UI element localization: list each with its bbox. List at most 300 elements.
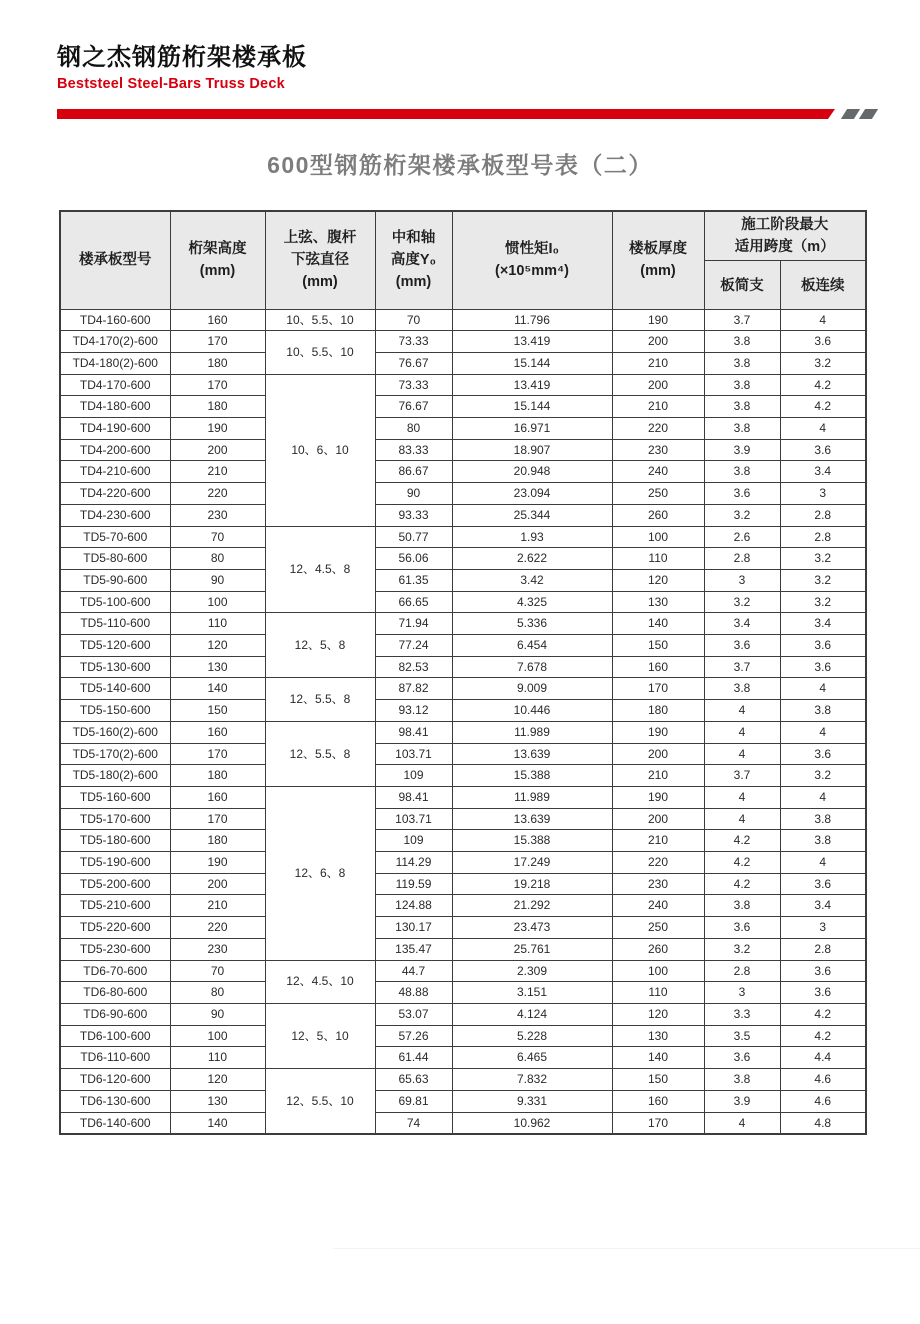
table-row — [60, 548, 866, 570]
cell-span-continuous: 3.6 — [780, 960, 866, 982]
cell-neutral-axis-height: 93.33 — [375, 504, 452, 526]
cell-inertia: 6.465 — [452, 1047, 612, 1069]
cell-slab-thickness: 200 — [612, 374, 704, 396]
cell-neutral-axis-height: 71.94 — [375, 613, 452, 635]
cell-model: TD5-200-600 — [60, 873, 170, 895]
cell-neutral-axis-height: 65.63 — [375, 1069, 452, 1091]
cell-inertia: 1.93 — [452, 526, 612, 548]
cell-slab-thickness: 130 — [612, 1025, 704, 1047]
table-row — [60, 786, 866, 808]
cell-span-continuous: 4 — [780, 678, 866, 700]
cell-span-continuous: 4 — [780, 309, 866, 331]
cell-diameter: 10、5.5、10 — [265, 331, 375, 374]
cell-neutral-axis-height: 103.71 — [375, 743, 452, 765]
cell-inertia: 13.639 — [452, 808, 612, 830]
cell-span-continuous: 3.2 — [780, 548, 866, 570]
cell-truss-height: 190 — [170, 418, 265, 440]
cell-span-simple: 3.7 — [704, 309, 780, 331]
cell-inertia: 7.678 — [452, 656, 612, 678]
cell-diameter: 12、5.5、10 — [265, 1069, 375, 1135]
cell-span-continuous: 3.8 — [780, 808, 866, 830]
cell-span-continuous: 3.6 — [780, 656, 866, 678]
cell-inertia: 4.124 — [452, 1004, 612, 1026]
cell-truss-height: 90 — [170, 1004, 265, 1026]
cell-span-simple: 3.8 — [704, 374, 780, 396]
cell-inertia: 5.336 — [452, 613, 612, 635]
cell-span-simple: 3.5 — [704, 1025, 780, 1047]
cell-neutral-axis-height: 57.26 — [375, 1025, 452, 1047]
cell-model: TD5-160(2)-600 — [60, 721, 170, 743]
table-row — [60, 483, 866, 505]
cell-span-continuous: 2.8 — [780, 938, 866, 960]
cell-span-simple: 3.8 — [704, 331, 780, 353]
cell-model: TD4-180(2)-600 — [60, 352, 170, 374]
col-header-truss-height: 桁架高度 (mm) — [170, 211, 265, 309]
cell-span-simple: 3.9 — [704, 1090, 780, 1112]
cell-span-continuous: 4.6 — [780, 1090, 866, 1112]
cell-span-simple: 4.2 — [704, 873, 780, 895]
cell-model: TD6-110-600 — [60, 1047, 170, 1069]
col-header-span-continuous: 板连续 — [780, 260, 866, 309]
cell-span-continuous: 3.6 — [780, 331, 866, 353]
cell-span-continuous: 2.8 — [780, 504, 866, 526]
cell-inertia: 10.446 — [452, 700, 612, 722]
table-row — [60, 613, 866, 635]
cell-span-simple: 2.8 — [704, 960, 780, 982]
table-row — [60, 960, 866, 982]
cell-truss-height: 160 — [170, 309, 265, 331]
spec-table-body — [60, 309, 866, 1134]
cell-model: TD5-110-600 — [60, 613, 170, 635]
cell-truss-height: 180 — [170, 396, 265, 418]
spec-table — [59, 210, 867, 1135]
cell-slab-thickness: 230 — [612, 873, 704, 895]
cell-slab-thickness: 160 — [612, 656, 704, 678]
cell-span-continuous: 4.6 — [780, 1069, 866, 1091]
cell-inertia: 15.388 — [452, 830, 612, 852]
cell-span-continuous: 4 — [780, 852, 866, 874]
brand-header — [57, 44, 307, 92]
cell-inertia: 3.151 — [452, 982, 612, 1004]
cell-span-continuous: 3 — [780, 483, 866, 505]
scan-artifact-line — [333, 1248, 920, 1249]
cell-neutral-axis-height: 98.41 — [375, 721, 452, 743]
table-row — [60, 1047, 866, 1069]
cell-neutral-axis-height: 53.07 — [375, 1004, 452, 1026]
cell-slab-thickness: 190 — [612, 786, 704, 808]
cell-slab-thickness: 200 — [612, 743, 704, 765]
cell-diameter: 10、6、10 — [265, 374, 375, 526]
cell-truss-height: 70 — [170, 526, 265, 548]
cell-span-continuous: 3.2 — [780, 352, 866, 374]
cell-slab-thickness: 210 — [612, 396, 704, 418]
table-row — [60, 1090, 866, 1112]
cell-model: TD4-170(2)-600 — [60, 331, 170, 353]
cell-inertia: 11.989 — [452, 786, 612, 808]
cell-neutral-axis-height: 50.77 — [375, 526, 452, 548]
slash-decoration-icon — [841, 109, 860, 119]
cell-slab-thickness: 120 — [612, 1004, 704, 1026]
cell-model: TD6-130-600 — [60, 1090, 170, 1112]
cell-model: TD6-100-600 — [60, 1025, 170, 1047]
cell-truss-height: 220 — [170, 917, 265, 939]
cell-truss-height: 170 — [170, 808, 265, 830]
cell-span-simple: 3.8 — [704, 352, 780, 374]
cell-span-simple: 3.7 — [704, 765, 780, 787]
cell-slab-thickness: 160 — [612, 1090, 704, 1112]
table-row — [60, 461, 866, 483]
cell-span-simple: 3.2 — [704, 938, 780, 960]
cell-neutral-axis-height: 80 — [375, 418, 452, 440]
table-row — [60, 982, 866, 1004]
cell-span-simple: 4 — [704, 743, 780, 765]
cell-slab-thickness: 170 — [612, 1112, 704, 1134]
cell-span-simple: 3 — [704, 569, 780, 591]
table-row — [60, 917, 866, 939]
cell-neutral-axis-height: 48.88 — [375, 982, 452, 1004]
cell-span-continuous: 4 — [780, 418, 866, 440]
cell-truss-height: 100 — [170, 591, 265, 613]
table-row — [60, 1004, 866, 1026]
cell-span-continuous: 4 — [780, 721, 866, 743]
cell-truss-height: 100 — [170, 1025, 265, 1047]
cell-truss-height: 110 — [170, 613, 265, 635]
cell-neutral-axis-height: 109 — [375, 830, 452, 852]
cell-truss-height: 230 — [170, 938, 265, 960]
table-row — [60, 352, 866, 374]
cell-span-continuous: 4 — [780, 786, 866, 808]
cell-span-simple: 3.2 — [704, 591, 780, 613]
table-row — [60, 591, 866, 613]
cell-inertia: 7.832 — [452, 1069, 612, 1091]
cell-truss-height: 210 — [170, 895, 265, 917]
cell-slab-thickness: 120 — [612, 569, 704, 591]
cell-inertia: 20.948 — [452, 461, 612, 483]
table-row — [60, 504, 866, 526]
cell-diameter: 12、5.5、8 — [265, 678, 375, 721]
cell-inertia: 19.218 — [452, 873, 612, 895]
cell-truss-height: 130 — [170, 656, 265, 678]
cell-neutral-axis-height: 135.47 — [375, 938, 452, 960]
cell-neutral-axis-height: 76.67 — [375, 352, 452, 374]
cell-span-simple: 3.8 — [704, 418, 780, 440]
cell-model: TD4-200-600 — [60, 439, 170, 461]
cell-model: TD5-170-600 — [60, 808, 170, 830]
cell-span-continuous: 4.2 — [780, 1025, 866, 1047]
cell-span-simple: 2.8 — [704, 548, 780, 570]
cell-span-simple: 3.3 — [704, 1004, 780, 1026]
cell-span-simple: 3 — [704, 982, 780, 1004]
cell-span-simple: 3.2 — [704, 504, 780, 526]
cell-truss-height: 70 — [170, 960, 265, 982]
cell-model: TD4-170-600 — [60, 374, 170, 396]
cell-neutral-axis-height: 114.29 — [375, 852, 452, 874]
cell-diameter: 12、5、10 — [265, 1004, 375, 1069]
cell-model: TD4-220-600 — [60, 483, 170, 505]
cell-neutral-axis-height: 83.33 — [375, 439, 452, 461]
cell-inertia: 15.144 — [452, 352, 612, 374]
cell-span-continuous: 3.4 — [780, 613, 866, 635]
cell-inertia: 13.639 — [452, 743, 612, 765]
cell-span-simple: 4 — [704, 1112, 780, 1134]
cell-neutral-axis-height: 61.44 — [375, 1047, 452, 1069]
cell-span-simple: 3.8 — [704, 461, 780, 483]
col-header-inertia: 惯性矩I₀ (×10⁵mm⁴) — [452, 211, 612, 309]
cell-model: TD6-140-600 — [60, 1112, 170, 1134]
table-row — [60, 309, 866, 331]
cell-slab-thickness: 110 — [612, 982, 704, 1004]
cell-slab-thickness: 260 — [612, 938, 704, 960]
cell-neutral-axis-height: 70 — [375, 309, 452, 331]
cell-truss-height: 190 — [170, 852, 265, 874]
col-header-model: 楼承板型号 — [60, 211, 170, 309]
cell-diameter: 12、6、8 — [265, 786, 375, 960]
cell-span-simple: 3.9 — [704, 439, 780, 461]
cell-neutral-axis-height: 61.35 — [375, 569, 452, 591]
cell-truss-height: 210 — [170, 461, 265, 483]
cell-slab-thickness: 150 — [612, 1069, 704, 1091]
cell-truss-height: 150 — [170, 700, 265, 722]
cell-model: TD4-180-600 — [60, 396, 170, 418]
cell-span-simple: 4 — [704, 786, 780, 808]
cell-span-simple: 4.2 — [704, 852, 780, 874]
cell-neutral-axis-height: 93.12 — [375, 700, 452, 722]
table-row — [60, 418, 866, 440]
cell-diameter: 12、4.5、8 — [265, 526, 375, 613]
cell-span-continuous: 3.4 — [780, 461, 866, 483]
cell-truss-height: 160 — [170, 721, 265, 743]
cell-inertia: 11.796 — [452, 309, 612, 331]
cell-span-continuous: 3 — [780, 917, 866, 939]
cell-inertia: 18.907 — [452, 439, 612, 461]
cell-inertia: 15.144 — [452, 396, 612, 418]
cell-neutral-axis-height: 103.71 — [375, 808, 452, 830]
cell-neutral-axis-height: 66.65 — [375, 591, 452, 613]
table-row — [60, 895, 866, 917]
cell-truss-height: 200 — [170, 873, 265, 895]
cell-inertia: 23.094 — [452, 483, 612, 505]
cell-span-simple: 3.8 — [704, 1069, 780, 1091]
cell-neutral-axis-height: 130.17 — [375, 917, 452, 939]
table-row — [60, 852, 866, 874]
cell-truss-height: 140 — [170, 1112, 265, 1134]
col-header-span-group: 施工阶段最大 适用跨度（m） — [704, 211, 866, 260]
cell-truss-height: 110 — [170, 1047, 265, 1069]
cell-neutral-axis-height: 44.7 — [375, 960, 452, 982]
table-row — [60, 873, 866, 895]
cell-model: TD5-160-600 — [60, 786, 170, 808]
cell-truss-height: 200 — [170, 439, 265, 461]
cell-slab-thickness: 210 — [612, 765, 704, 787]
cell-inertia: 4.325 — [452, 591, 612, 613]
cell-span-continuous: 4.2 — [780, 396, 866, 418]
cell-inertia: 17.249 — [452, 852, 612, 874]
cell-truss-height: 80 — [170, 982, 265, 1004]
cell-slab-thickness: 230 — [612, 439, 704, 461]
cell-slab-thickness: 140 — [612, 613, 704, 635]
table-row — [60, 1112, 866, 1134]
cell-slab-thickness: 210 — [612, 352, 704, 374]
cell-inertia: 16.971 — [452, 418, 612, 440]
cell-model: TD5-210-600 — [60, 895, 170, 917]
cell-span-continuous: 3.8 — [780, 830, 866, 852]
cell-diameter: 12、5、8 — [265, 613, 375, 678]
cell-neutral-axis-height: 74 — [375, 1112, 452, 1134]
cell-span-continuous: 4.2 — [780, 374, 866, 396]
table-row — [60, 526, 866, 548]
page-title: 600型钢筋桁架楼承板型号表（二） — [267, 152, 653, 178]
brand-title-cn: 钢之杰钢筋桁架楼承板 — [57, 44, 307, 71]
table-row — [60, 721, 866, 743]
cell-inertia: 25.761 — [452, 938, 612, 960]
slash-decoration-icon — [859, 109, 878, 119]
col-header-diameter: 上弦、腹杆 下弦直径 (mm) — [265, 211, 375, 309]
cell-span-continuous: 3.6 — [780, 873, 866, 895]
cell-slab-thickness: 140 — [612, 1047, 704, 1069]
cell-inertia: 21.292 — [452, 895, 612, 917]
cell-span-simple: 3.4 — [704, 613, 780, 635]
table-row — [60, 1069, 866, 1091]
cell-inertia: 5.228 — [452, 1025, 612, 1047]
table-row — [60, 808, 866, 830]
cell-truss-height: 180 — [170, 765, 265, 787]
cell-span-continuous: 4.4 — [780, 1047, 866, 1069]
cell-neutral-axis-height: 119.59 — [375, 873, 452, 895]
cell-span-simple: 3.6 — [704, 635, 780, 657]
cell-slab-thickness: 150 — [612, 635, 704, 657]
cell-truss-height: 230 — [170, 504, 265, 526]
red-divider-rule — [57, 109, 835, 119]
cell-neutral-axis-height: 109 — [375, 765, 452, 787]
cell-span-continuous: 2.8 — [780, 526, 866, 548]
table-row — [60, 656, 866, 678]
cell-truss-height: 180 — [170, 830, 265, 852]
cell-slab-thickness: 100 — [612, 526, 704, 548]
cell-span-simple: 3.6 — [704, 917, 780, 939]
table-row — [60, 1025, 866, 1047]
cell-model: TD5-120-600 — [60, 635, 170, 657]
cell-inertia: 10.962 — [452, 1112, 612, 1134]
table-row — [60, 743, 866, 765]
cell-inertia: 13.419 — [452, 331, 612, 353]
table-row — [60, 374, 866, 396]
cell-neutral-axis-height: 98.41 — [375, 786, 452, 808]
cell-span-continuous: 3.2 — [780, 591, 866, 613]
table-row — [60, 678, 866, 700]
cell-slab-thickness: 260 — [612, 504, 704, 526]
cell-span-simple: 3.7 — [704, 656, 780, 678]
cell-neutral-axis-height: 82.53 — [375, 656, 452, 678]
cell-slab-thickness: 200 — [612, 331, 704, 353]
cell-model: TD5-180-600 — [60, 830, 170, 852]
cell-span-continuous: 3.6 — [780, 439, 866, 461]
cell-neutral-axis-height: 76.67 — [375, 396, 452, 418]
cell-diameter: 12、4.5、10 — [265, 960, 375, 1003]
cell-span-continuous: 4.2 — [780, 1004, 866, 1026]
cell-span-simple: 3.8 — [704, 895, 780, 917]
cell-model: TD4-210-600 — [60, 461, 170, 483]
cell-span-continuous: 3.8 — [780, 700, 866, 722]
cell-slab-thickness: 130 — [612, 591, 704, 613]
cell-span-continuous: 3.4 — [780, 895, 866, 917]
cell-span-continuous: 3.2 — [780, 569, 866, 591]
cell-slab-thickness: 250 — [612, 917, 704, 939]
cell-model: TD4-160-600 — [60, 309, 170, 331]
cell-truss-height: 140 — [170, 678, 265, 700]
cell-model: TD5-190-600 — [60, 852, 170, 874]
table-row — [60, 938, 866, 960]
cell-span-continuous: 3.2 — [780, 765, 866, 787]
cell-span-simple: 3.6 — [704, 483, 780, 505]
cell-slab-thickness: 110 — [612, 548, 704, 570]
cell-slab-thickness: 220 — [612, 852, 704, 874]
cell-span-continuous: 3.6 — [780, 635, 866, 657]
cell-model: TD4-230-600 — [60, 504, 170, 526]
cell-slab-thickness: 240 — [612, 461, 704, 483]
cell-slab-thickness: 200 — [612, 808, 704, 830]
brand-title-en: Beststeel Steel-Bars Truss Deck — [57, 75, 285, 92]
cell-truss-height: 90 — [170, 569, 265, 591]
cell-slab-thickness: 190 — [612, 309, 704, 331]
col-header-span-simple: 板简支 — [704, 260, 780, 309]
cell-truss-height: 220 — [170, 483, 265, 505]
table-row — [60, 765, 866, 787]
cell-truss-height: 180 — [170, 352, 265, 374]
cell-span-continuous: 3.6 — [780, 743, 866, 765]
cell-diameter: 10、5.5、10 — [265, 309, 375, 331]
cell-truss-height: 160 — [170, 786, 265, 808]
cell-inertia: 2.309 — [452, 960, 612, 982]
cell-slab-thickness: 170 — [612, 678, 704, 700]
cell-model: TD5-70-600 — [60, 526, 170, 548]
cell-model: TD6-70-600 — [60, 960, 170, 982]
cell-span-simple: 3.6 — [704, 1047, 780, 1069]
cell-slab-thickness: 190 — [612, 721, 704, 743]
table-row — [60, 439, 866, 461]
table-row — [60, 331, 866, 353]
cell-neutral-axis-height: 77.24 — [375, 635, 452, 657]
cell-span-continuous: 4.8 — [780, 1112, 866, 1134]
cell-model: TD5-100-600 — [60, 591, 170, 613]
cell-model: TD4-190-600 — [60, 418, 170, 440]
cell-span-simple: 4.2 — [704, 830, 780, 852]
cell-inertia: 15.388 — [452, 765, 612, 787]
cell-inertia: 25.344 — [452, 504, 612, 526]
cell-neutral-axis-height: 69.81 — [375, 1090, 452, 1112]
cell-neutral-axis-height: 56.06 — [375, 548, 452, 570]
cell-truss-height: 170 — [170, 743, 265, 765]
cell-inertia: 11.989 — [452, 721, 612, 743]
cell-span-simple: 2.6 — [704, 526, 780, 548]
cell-model: TD5-130-600 — [60, 656, 170, 678]
cell-span-simple: 3.8 — [704, 678, 780, 700]
cell-span-simple: 3.8 — [704, 396, 780, 418]
spec-table-head — [60, 211, 866, 309]
cell-inertia: 13.419 — [452, 374, 612, 396]
cell-slab-thickness: 180 — [612, 700, 704, 722]
cell-model: TD5-220-600 — [60, 917, 170, 939]
table-row — [60, 396, 866, 418]
cell-model: TD5-90-600 — [60, 569, 170, 591]
cell-model: TD5-150-600 — [60, 700, 170, 722]
col-header-slab-thickness: 楼板厚度 (mm) — [612, 211, 704, 309]
cell-diameter: 12、5.5、8 — [265, 721, 375, 786]
cell-neutral-axis-height: 87.82 — [375, 678, 452, 700]
cell-inertia: 2.622 — [452, 548, 612, 570]
cell-model: TD5-140-600 — [60, 678, 170, 700]
cell-model: TD6-90-600 — [60, 1004, 170, 1026]
cell-neutral-axis-height: 73.33 — [375, 331, 452, 353]
